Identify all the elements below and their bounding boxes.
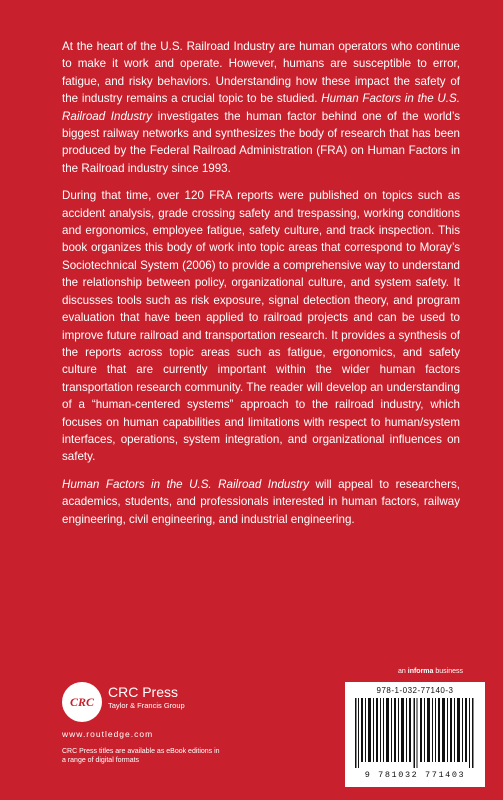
isbn-hyphenated: 978-1-032-77140-3: [376, 686, 454, 695]
paragraph-details: During that time, over 120 FRA reports were published on topics such as accident analysis, grade crossing safety and trespassing, working conditions and ergonomics, employee fatigue, safety culture, and track inspection. This book organizes this body of work into topic areas that correspond to Moray’s Sociotechnical System (2006) to provide a comprehensive way to understand the relationship between policy, organizational culture, and system safety. It discusses tools such as risk exposure, signal detection theory, and program evaluation that have been applied to railroad projects and can be used to improve future railroad and transportation research. It provides a synthesis of the reports across topic areas such as fatigue, ergonomics, and safety culture that are currently important within the wider human factors transportation research community. The reader will develop an understanding of a “human-centered systems” approach to the railroad industry, which focuses on human capabilities and limitations with respect to human/system interfaces, operations, system integration, and organizational influences on safety.: [62, 189, 460, 464]
book-title-italic: Human Factors in the U.S. Railroad Industry: [62, 92, 460, 123]
informa-suffix: business: [435, 668, 464, 675]
crc-logo-text: CRC: [69, 694, 94, 709]
publisher-website: www.routledge.com: [62, 729, 154, 739]
back-cover-description: [62, 38, 460, 538]
book-title-italic-audience: Human Factors in the U.S. Railroad Industry: [62, 477, 310, 491]
informa-business-tag: [398, 668, 463, 675]
paragraph-audience: [62, 476, 460, 528]
informa-word: an: [398, 668, 406, 675]
isbn-barcode: [345, 682, 485, 787]
paragraph-intro-start: At the heart of the U.S. Railroad Industry are human operators who continue to make it work and operate. However, humans are susceptible to error, fatigue, and risky behaviors. Understanding how these impact the safety of the industry remains a crucial topic to be studied.: [62, 40, 460, 106]
paragraph-intro-end: investigates the human factor behind one of the world’s biggest railway networks and synthesizes the body of research that has been produced by the Federal Railroad Administration (FRA) on Human Factors in the Railroad industry since 1993.: [62, 109, 460, 175]
barcode-bars-icon: [355, 698, 475, 768]
ebook-note: CRC Press titles are available as eBook editions in a range of digital formats: [62, 748, 220, 764]
paragraph-intro: [62, 38, 460, 177]
isbn-digits: 9 781032 771403: [364, 770, 466, 780]
publisher-group: Taylor & Francis Group: [108, 701, 185, 710]
publisher-name: CRC Press: [108, 684, 179, 700]
publisher-logo: [62, 682, 212, 732]
crc-logo-icon: [62, 682, 102, 722]
paragraph-audience-end: will appeal to researchers, academics, students, and professionals interested in human factors, railway engineering, civil engineering, and industrial engineering.: [62, 477, 460, 526]
informa-brand: informa: [407, 668, 434, 675]
